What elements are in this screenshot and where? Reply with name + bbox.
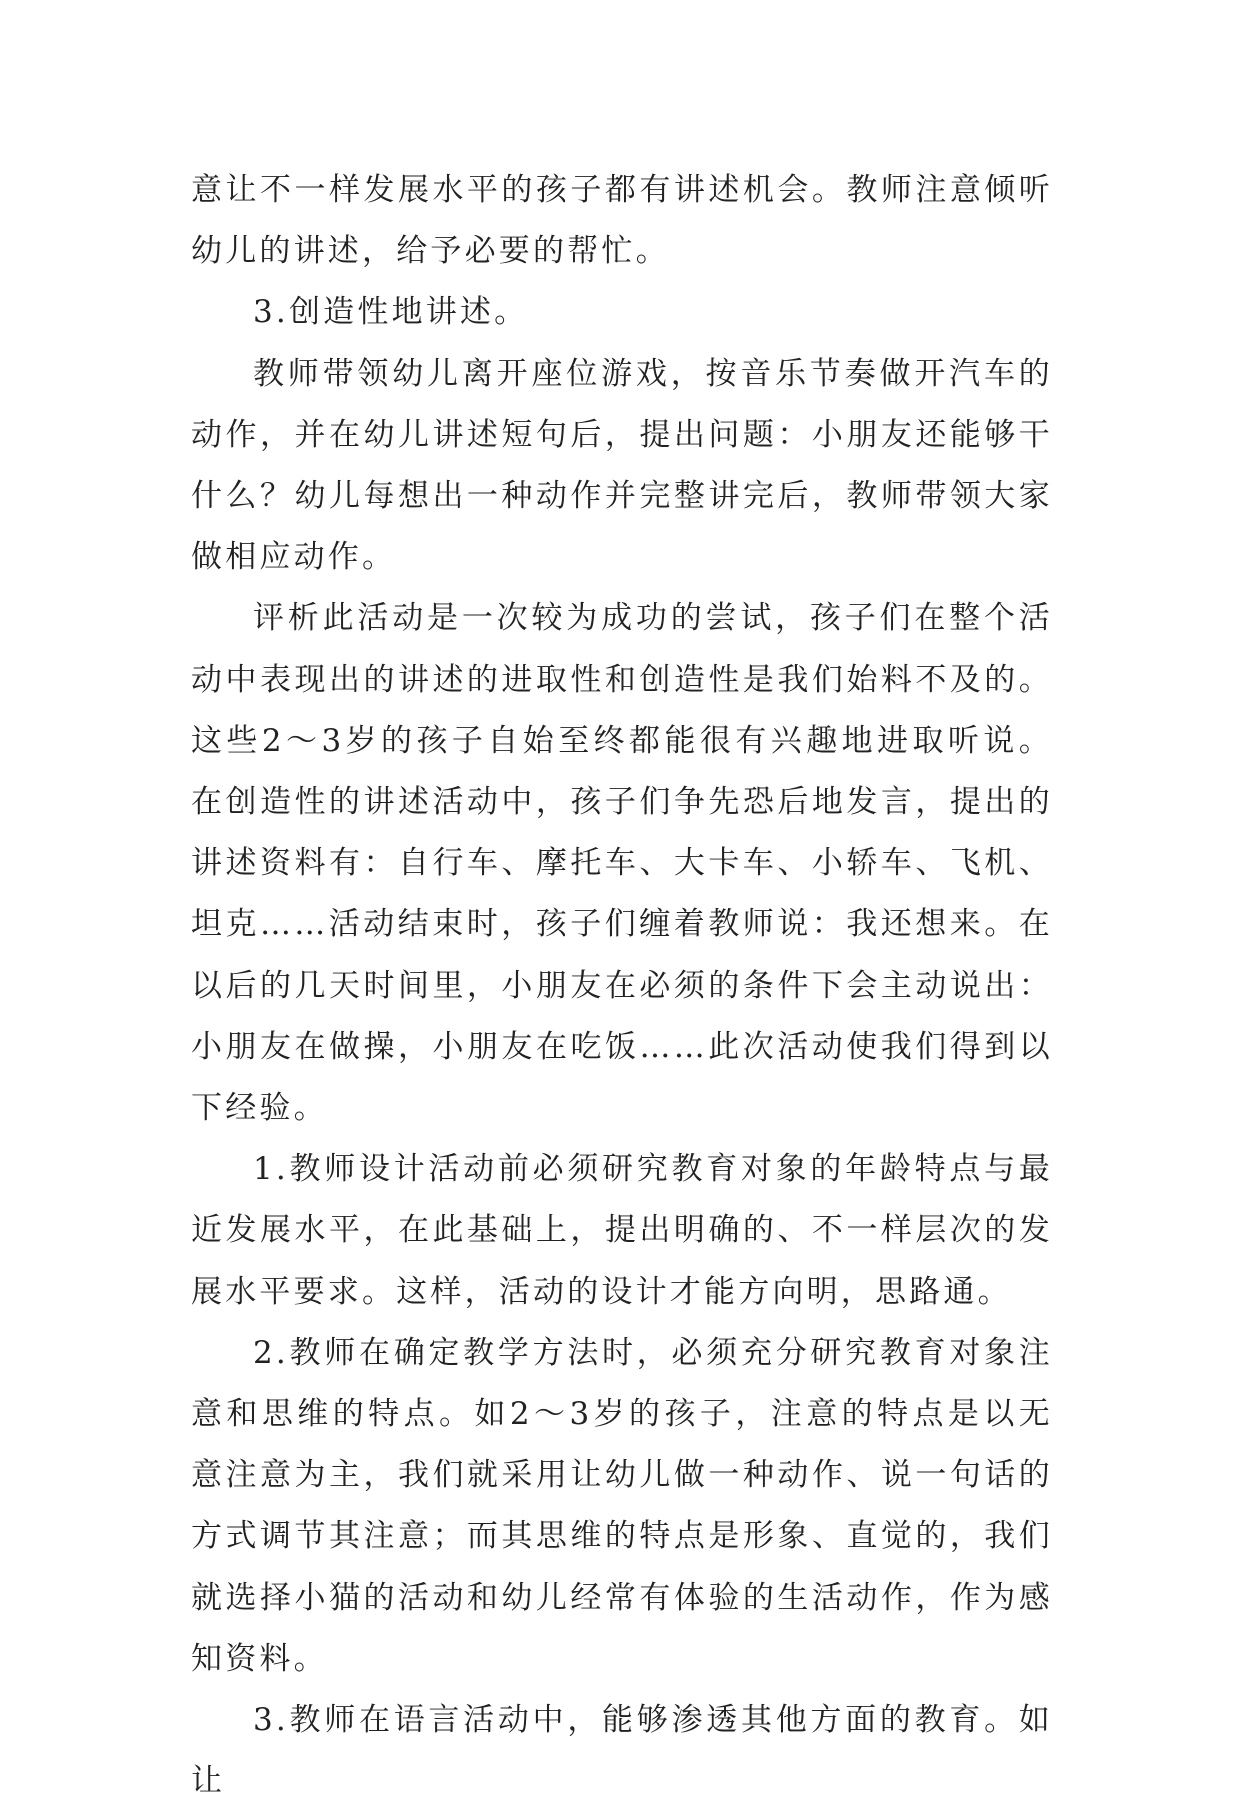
paragraph-lesson-2: 2.教师在确定教学方法时，必须充分研究教育对象注意和思维的特点。如2～3岁的孩子，注意的特点是以无意注意为主，我们就采用让幼儿做一种动作、说一句话的方式调节其注意；而其思维的特点是形象、直觉的，我们就选择小猫的活动和幼儿经常有体验的生活动作，作为感知资料。 [191, 1334, 1053, 1677]
paragraph-continued: 意让不一样发展水平的孩子都有讲述机会。教师注意倾听幼儿的讲述，给予必要的帮忙。 [191, 172, 1053, 270]
paragraph-lesson-1: 1.教师设计活动前必须研究教育对象的年龄特点与最近发展水平，在此基础上，提出明确的、不一样层次的发展水平要求。这样，活动的设计才能方向明，思路通。 [191, 1151, 1053, 1310]
paragraph-step-3-body: 教师带领幼儿离开座位游戏，按音乐节奏做开汽车的动作，并在幼儿讲述短句后，提出问题：小朋友还能够干什么？幼儿每想出一种动作并完整讲完后，教师带领大家做相应动作。 [191, 355, 1053, 576]
document-body [191, 160, 1053, 1812]
paragraph-step-3-heading: 3.创造性地讲述。 [253, 294, 529, 331]
paragraph-lesson-3: 3.教师在语言活动中，能够渗透其他方面的教育。如让 [191, 1702, 1053, 1800]
paragraph-evaluation: 评析此活动是一次较为成功的尝试，孩子们在整个活动中表现出的讲述的进取性和创造性是我们始料不及的。这些2～3岁的孩子自始至终都能很有兴趣地进取听说。在创造性的讲述活动中，孩子们争先恐后地发言，提出的讲述资料有：自行车、摩托车、大卡车、小轿车、飞机、坦克……活动结束时，孩子们缠着教师说：我还想来。在以后的几天时间里，小朋友在必须的条件下会主动说出：小朋友在做操，小朋友在吃饭……此次活动使我们得到以下经验。 [191, 600, 1053, 1127]
